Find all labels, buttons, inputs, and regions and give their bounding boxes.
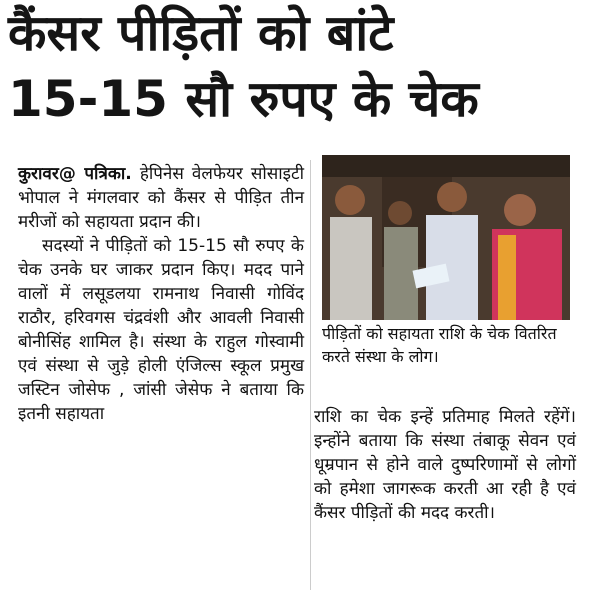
article-paragraph-2: सदस्यों ने पीड़ितों को 15-15 सौ रुपए के चेक उनके घर जाकर प्रदान किए। मदद पाने वालों में लसूडलया रामनाथ निवासी गोविंद राठौर, हरिवगस चंद्रवंशी और आवली निवासी बोनीसिंह शामिल है। संस्था के राहुल गोस्वामी एवं संस्था से जुड़े होली एंजिल्स स्कूल प्रमुख जस्टिन जोसेफ , जांसी जेसेफ ने बताया कि इतनी सहायता <box>18 236 304 424</box>
column-divider <box>310 160 311 590</box>
photo-caption: पीड़ितों को सहायता राशि के चेक वितरित करते संस्था के लोग। <box>322 324 557 366</box>
headline <box>8 0 592 132</box>
paragraph-1-text: हेपिनेस वेलफेयर सोसाइटी भोपाल ने मंगलवार को कैंसर से पीड़ित तीन मरीजों को सहायता प्रदान की। <box>18 164 304 232</box>
article-paragraph-1 <box>18 162 304 234</box>
photo-illustration <box>322 155 570 320</box>
article-column-right <box>314 405 576 525</box>
article-paragraph-3: राशि का चेक इन्हें प्रतिमाह मिलते रहेंगें। इन्होंने बताया कि संस्था तंबाकू सेवन एवं धूम्रपान से होने वाले दुष्परिणामों से लोगों को हमेशा जागरूक करती आ रही है एवं कैंसर पीड़ितों की मदद करती। <box>314 407 576 523</box>
dateline: कुरावर@ पत्रिका. <box>18 164 132 184</box>
headline-line-2: 15-15 सौ रुपए के चेक <box>8 70 479 128</box>
news-photo <box>322 155 570 320</box>
headline-line-1: कैंसर पीड़ितों को बांटे <box>8 4 394 62</box>
article-column-left <box>18 162 304 426</box>
